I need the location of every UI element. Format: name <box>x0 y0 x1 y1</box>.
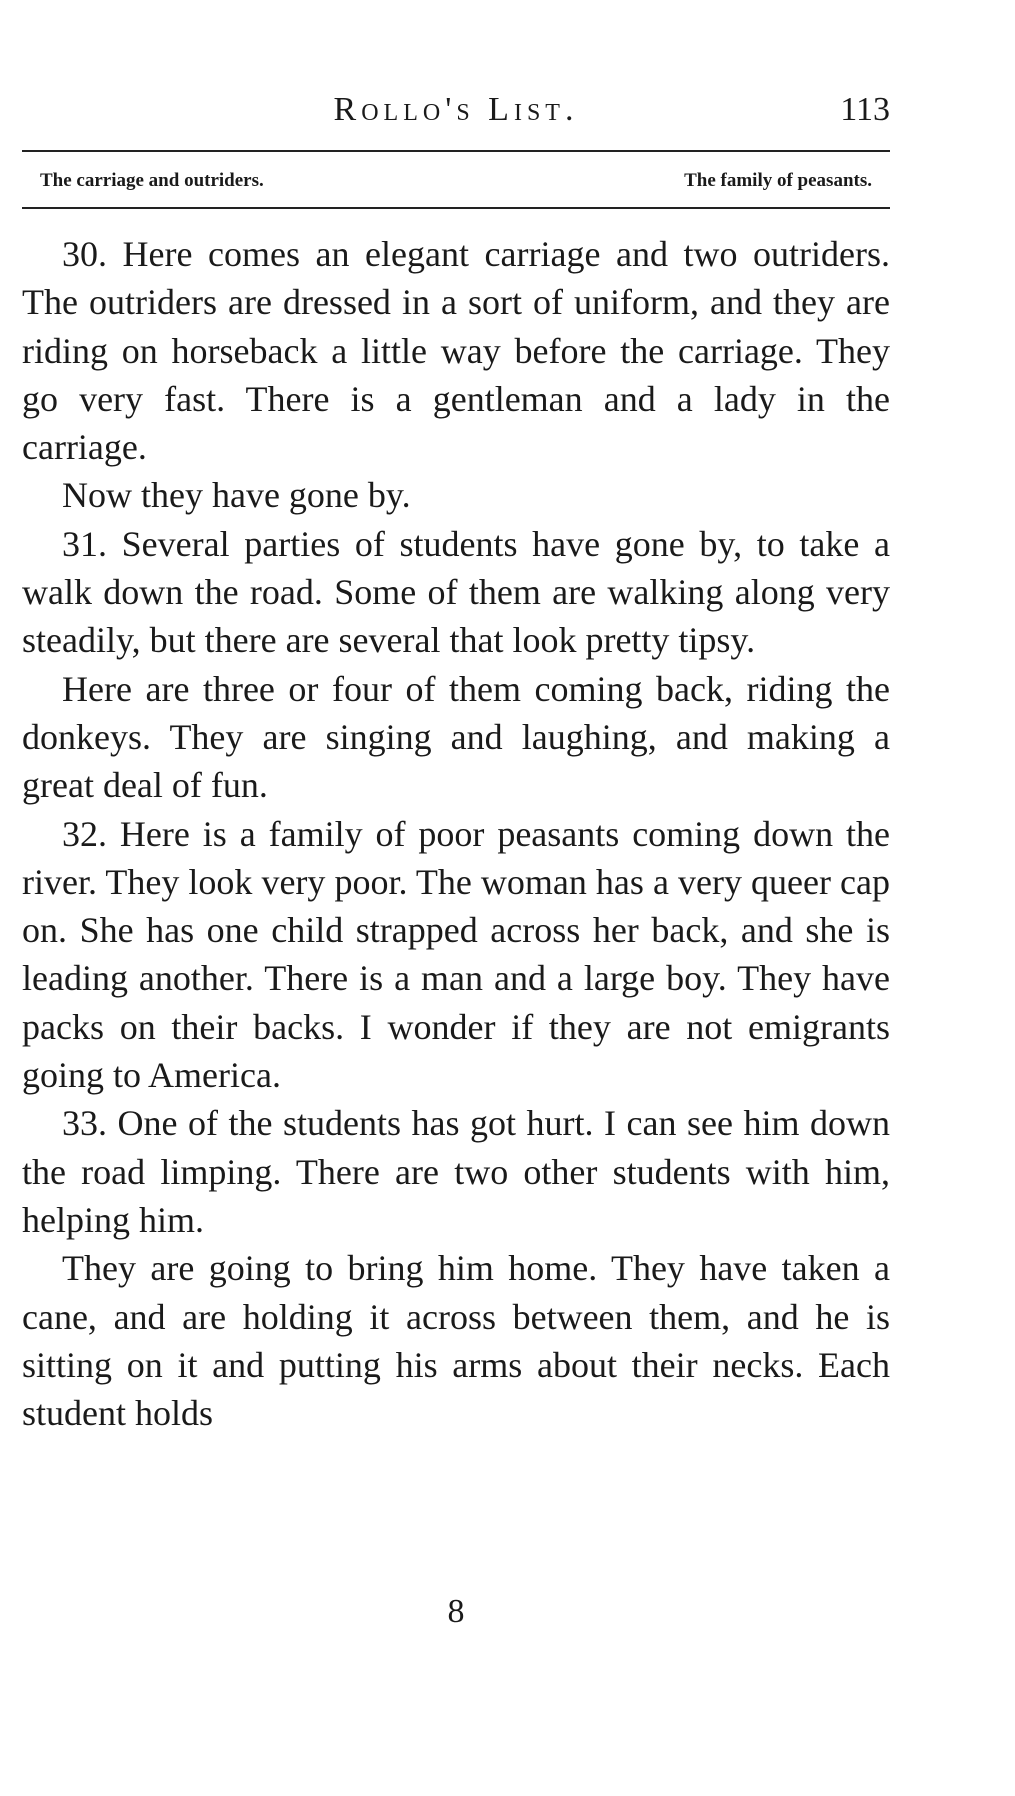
header-rule-bottom <box>22 207 890 209</box>
topic-left: The carriage and outriders. <box>40 170 264 191</box>
header-rule-top <box>22 150 890 152</box>
signature-mark: 8 <box>447 1593 465 1630</box>
paragraph-31: 31. Several parties of students have gone by, to take a walk down the road. Some of them are walking along very steadily, but there are several that look pretty tipsy. <box>22 523 890 661</box>
topic-headings <box>22 166 890 196</box>
running-title: Rollo's List. <box>333 91 579 128</box>
paragraph-gone-by: Now they have gone by. <box>62 475 411 516</box>
paragraph-30: 30. Here comes an elegant carriage and two outriders. The outriders are dressed in a sort of uniform, and they are riding on horseback a little way before the carriage. They go very fast. There is a gentleman and a lady in the carriage. <box>22 234 890 468</box>
body-text <box>22 230 890 1437</box>
paragraph-cane: They are going to bring him home. They have taken a cane, and are holding it across between them, and he is sitting on it and putting his arms about their necks. Each student holds <box>22 1248 890 1434</box>
paragraph-33: 33. One of the students has got hurt. I can see him down the road limping. There are two other students with him, helping him. <box>22 1103 890 1240</box>
paragraph-32: 32. Here is a family of poor peasants coming down the river. They look very poor. The woman has a very queer cap on. She has one child strapped across her back, and she is leading another. There is a man and a large boy. They have packs on their backs. I wonder if they are not emigrants going to America. <box>22 813 890 1096</box>
topic-right: The family of peasants. <box>684 170 872 191</box>
running-head <box>22 88 890 132</box>
page-number: 113 <box>840 91 890 128</box>
paragraph-donkeys: Here are three or four of them coming back, riding the donkeys. They are singing and laughing, and making a great deal of fun. <box>22 668 890 806</box>
